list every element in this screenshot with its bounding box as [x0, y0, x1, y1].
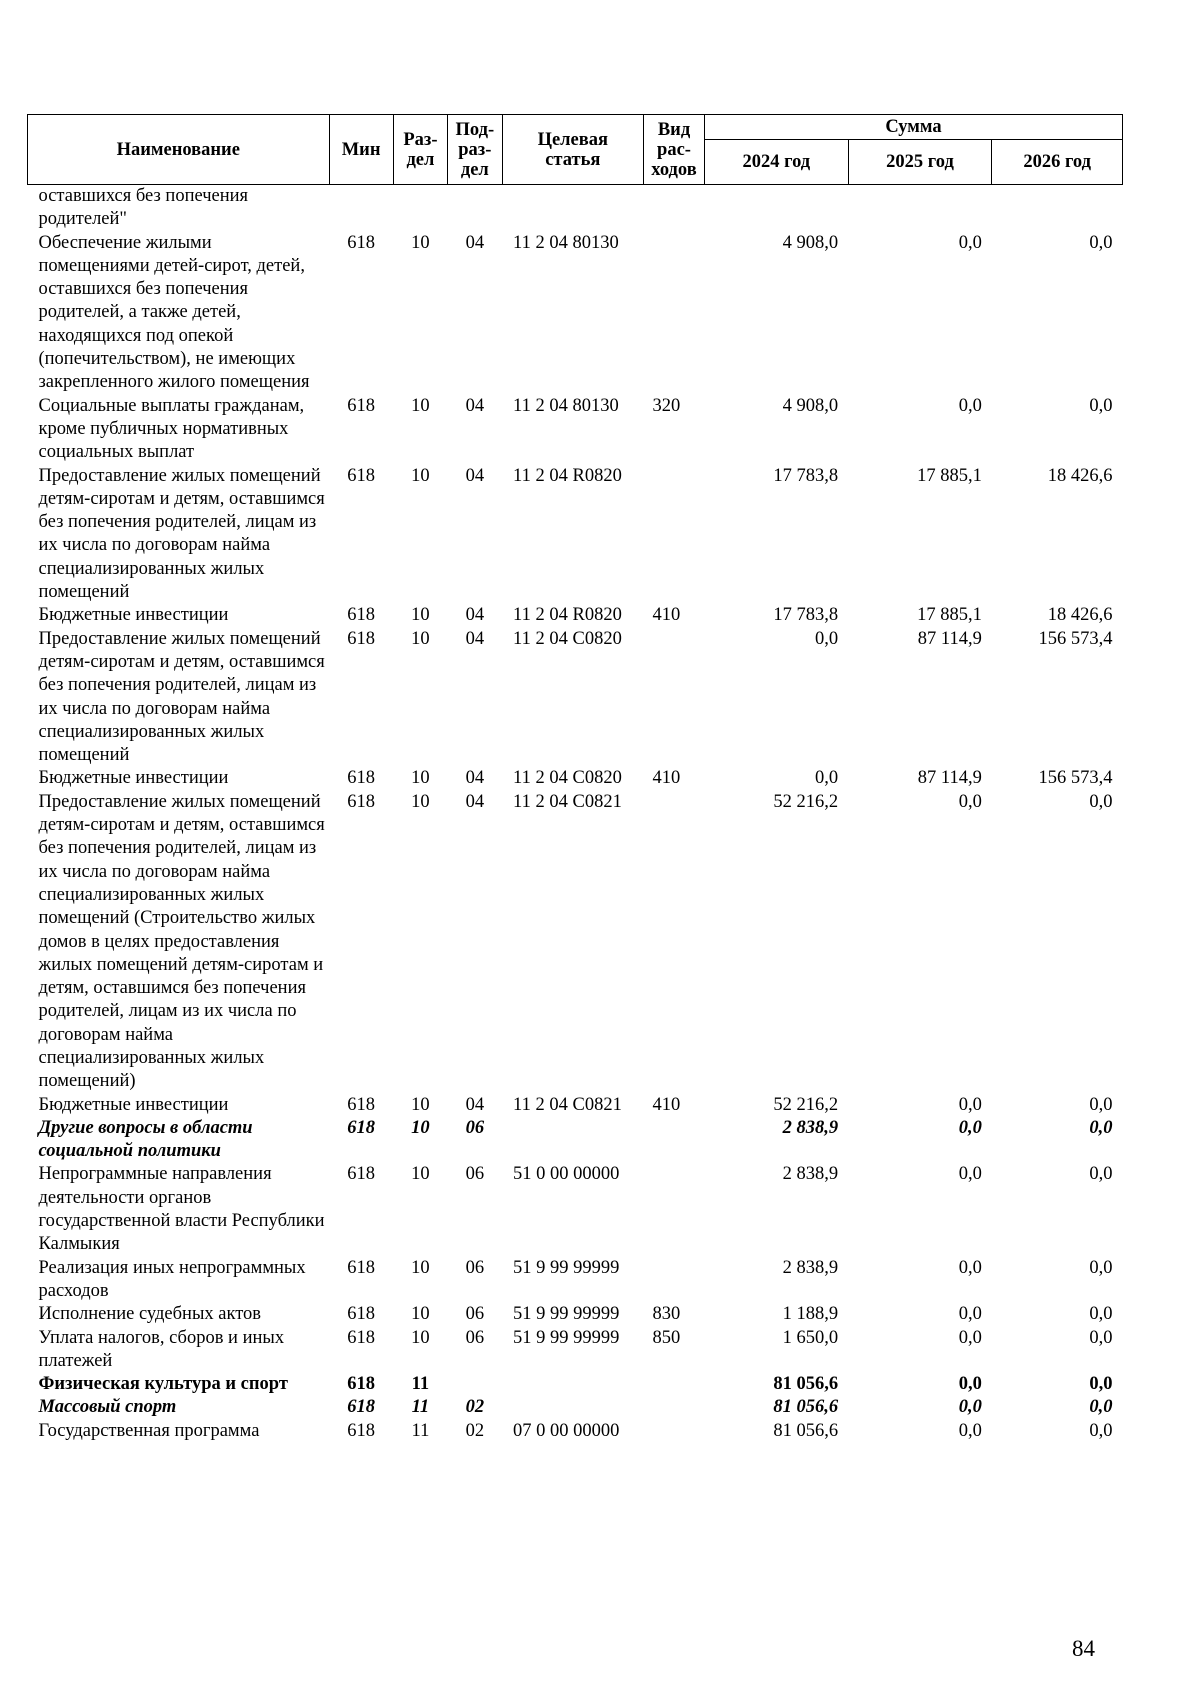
- row-razdel: 10: [411, 1304, 430, 1325]
- row-min: [329, 185, 393, 232]
- row-razdel: 10: [411, 605, 430, 626]
- table-row: [28, 395, 1123, 465]
- header-min: Мин: [329, 115, 393, 185]
- row-vid: 410: [652, 605, 681, 626]
- row-amount-2026: 0,0: [1089, 1164, 1113, 1185]
- table-body: [28, 185, 1123, 1444]
- row-amount-2026: 0,0: [1089, 1257, 1113, 1278]
- row-amount-2025: [848, 185, 992, 232]
- row-podrazdel: 04: [465, 395, 485, 416]
- row-amount-2024: 1 188,9: [782, 1304, 839, 1325]
- table-row: [28, 1373, 1123, 1396]
- row-podrazdel: 06: [465, 1164, 485, 1185]
- row-amount-2026: 18 426,6: [1047, 605, 1113, 626]
- row-amount-2026: 0,0: [1089, 232, 1113, 253]
- row-podrazdel: 04: [465, 605, 485, 626]
- table-row: [28, 185, 1123, 232]
- row-target: [502, 1117, 643, 1164]
- table-row: [28, 1327, 1123, 1374]
- row-amount-2026: 156 573,4: [1038, 768, 1113, 789]
- row-amount-2024: [704, 185, 848, 232]
- header-name: Наименование: [28, 115, 330, 185]
- row-vid: 410: [652, 768, 681, 789]
- row-target: 11 2 04 C0821: [513, 1094, 622, 1115]
- table-row: [28, 1094, 1123, 1117]
- row-podrazdel: 04: [465, 465, 485, 486]
- row-razdel: 11: [411, 1397, 430, 1418]
- budget-table-page: [27, 114, 1123, 1443]
- row-podrazdel: 04: [465, 791, 485, 812]
- row-amount-2026: 0,0: [1089, 395, 1113, 416]
- row-razdel: 10: [411, 628, 430, 649]
- row-podrazdel: 06: [465, 1327, 485, 1348]
- row-name: оставшихся без попечения родителей": [38, 186, 249, 230]
- row-amount-2024: 0,0: [815, 768, 839, 789]
- row-amount-2026: 0,0: [1089, 1117, 1113, 1138]
- row-name: Бюджетные инвестиции: [38, 605, 229, 626]
- row-vid: 320: [652, 395, 681, 416]
- row-razdel: [393, 185, 447, 232]
- row-razdel: 10: [411, 395, 430, 416]
- row-amount-2025: 87 114,9: [917, 628, 982, 649]
- table-row: [28, 1257, 1123, 1304]
- row-amount-2025: 0,0: [958, 1420, 982, 1441]
- row-target: 07 0 00 00000: [513, 1420, 620, 1441]
- row-name: Предоставление жилых помещений детям-сиротам и детям, оставшимся без попечения родителей, лицам из их числа по договорам найма специализированных жилых помещений: [38, 465, 325, 603]
- row-amount-2024: 1 650,0: [782, 1327, 839, 1348]
- row-vid: [644, 1373, 705, 1396]
- row-vid: [644, 791, 705, 1094]
- row-podrazdel: 04: [465, 628, 485, 649]
- row-target: 11 2 04 C0820: [513, 768, 622, 789]
- row-amount-2025: 87 114,9: [917, 768, 982, 789]
- row-vid: [644, 1117, 705, 1164]
- row-amount-2026: 156 573,4: [1038, 628, 1113, 649]
- table-row: [28, 1420, 1123, 1443]
- row-min: 618: [347, 395, 375, 416]
- row-name: Предоставление жилых помещений детям-сиротам и детям, оставшимся без попечения родителей, лицам из их числа по договорам найма специализированных жилых помещений (Строительство жилых домов в целях предоставления жилых помещений детям-сиротам и детям, оставшимся без попечения родителей, лицам из их числа по договорам найма специализированных жилых помещений): [38, 791, 325, 1092]
- row-target: 51 9 99 99999: [513, 1327, 620, 1348]
- row-amount-2025: 0,0: [958, 1257, 982, 1278]
- table-row: [28, 791, 1123, 1094]
- row-min: 618: [347, 1164, 375, 1185]
- row-min: 618: [347, 1327, 375, 1348]
- row-name: Реализация иных непрограммных расходов: [38, 1257, 306, 1301]
- row-target: 11 2 04 R0820: [513, 465, 622, 486]
- row-name: Государственная программа: [38, 1420, 260, 1441]
- row-amount-2024: 0,0: [815, 628, 839, 649]
- row-min: 618: [347, 1420, 375, 1441]
- row-vid: [644, 232, 705, 395]
- row-amount-2026: 0,0: [1089, 1094, 1113, 1115]
- header-podrazdel: Под- раз- дел: [448, 115, 502, 185]
- row-amount-2026: 0,0: [1089, 1304, 1113, 1325]
- row-amount-2024: 81 056,6: [773, 1420, 839, 1441]
- row-name: Уплата налогов, сборов и иных платежей: [38, 1327, 285, 1371]
- row-podrazdel: 02: [465, 1420, 485, 1441]
- row-razdel: 11: [411, 1374, 430, 1395]
- table-row: [28, 767, 1123, 790]
- table-row: [28, 1163, 1123, 1256]
- table-row: [28, 465, 1123, 605]
- row-amount-2026: [992, 185, 1123, 232]
- row-amount-2025: 0,0: [958, 1374, 982, 1395]
- row-amount-2024: 2 838,9: [782, 1117, 839, 1138]
- header-vid: Вид рас- ходов: [644, 115, 705, 185]
- row-min: 618: [347, 791, 375, 812]
- row-razdel: 10: [411, 232, 430, 253]
- header-year-2024: 2024 год: [704, 140, 848, 185]
- row-podrazdel: 04: [465, 232, 485, 253]
- row-amount-2025: 0,0: [958, 1397, 982, 1418]
- row-razdel: 10: [411, 1164, 430, 1185]
- row-target: 11 2 04 C0820: [513, 628, 622, 649]
- row-razdel: 10: [411, 791, 430, 812]
- row-amount-2024: 4 908,0: [782, 232, 839, 253]
- row-amount-2024: 17 783,8: [773, 465, 839, 486]
- row-amount-2025: 0,0: [958, 1304, 982, 1325]
- row-podrazdel: 06: [465, 1257, 485, 1278]
- row-vid: 830: [652, 1304, 681, 1325]
- row-amount-2026: 18 426,6: [1047, 465, 1113, 486]
- row-amount-2025: 17 885,1: [917, 605, 982, 626]
- row-target: [502, 185, 643, 232]
- row-amount-2024: 17 783,8: [773, 605, 839, 626]
- row-razdel: 10: [411, 1117, 430, 1138]
- row-min: 618: [347, 605, 375, 626]
- row-target: [502, 1373, 643, 1396]
- row-name: Физическая культура и спорт: [38, 1374, 288, 1395]
- table-header: [28, 115, 1123, 185]
- row-amount-2024: 4 908,0: [782, 395, 839, 416]
- row-name: Массовый спорт: [38, 1397, 177, 1418]
- row-vid: 850: [652, 1327, 681, 1348]
- row-vid: [644, 628, 705, 768]
- row-razdel: 10: [411, 465, 430, 486]
- row-amount-2025: 0,0: [958, 791, 982, 812]
- row-vid: [644, 1163, 705, 1256]
- row-vid: [644, 465, 705, 605]
- header-razdel: Раз- дел: [393, 115, 447, 185]
- header-sum: Сумма: [704, 115, 1122, 140]
- row-amount-2026: 0,0: [1089, 791, 1113, 812]
- row-amount-2025: 0,0: [958, 395, 982, 416]
- row-podrazdel: 02: [465, 1397, 485, 1418]
- header-year-2026: 2026 год: [992, 140, 1123, 185]
- row-amount-2025: 17 885,1: [917, 465, 982, 486]
- row-amount-2026: 0,0: [1089, 1420, 1113, 1441]
- row-amount-2025: 0,0: [958, 1117, 982, 1138]
- table-row: [28, 1396, 1123, 1419]
- row-min: 618: [347, 1397, 375, 1418]
- header-target: Целевая статья: [502, 115, 643, 185]
- row-podrazdel: 06: [465, 1117, 485, 1138]
- row-vid: [644, 1257, 705, 1304]
- row-amount-2024: 52 216,2: [773, 1094, 839, 1115]
- row-amount-2026: 0,0: [1089, 1327, 1113, 1348]
- table-row: [28, 232, 1123, 395]
- row-razdel: 10: [411, 1094, 430, 1115]
- row-amount-2025: 0,0: [958, 1094, 982, 1115]
- row-amount-2024: 81 056,6: [773, 1374, 839, 1395]
- row-amount-2025: 0,0: [958, 1164, 982, 1185]
- row-razdel: 10: [411, 768, 430, 789]
- row-amount-2026: 0,0: [1089, 1374, 1113, 1395]
- row-name: Бюджетные инвестиции: [38, 1094, 229, 1115]
- row-amount-2025: 0,0: [958, 1327, 982, 1348]
- row-podrazdel: 04: [465, 1094, 485, 1115]
- table-row: [28, 1303, 1123, 1326]
- row-min: 618: [347, 768, 375, 789]
- row-min: 618: [347, 1257, 375, 1278]
- row-name: Обеспечение жилыми помещениями детей-сирот, детей, оставшихся без попечения родителей, а также детей, находящихся под опекой (попечительством), не имеющих закрепленного жилого помещения: [38, 232, 310, 393]
- row-min: 618: [347, 465, 375, 486]
- header-year-2025: 2025 год: [848, 140, 992, 185]
- row-target: [502, 1396, 643, 1419]
- row-podrazdel: [448, 185, 502, 232]
- row-name: Другие вопросы в области социальной политики: [38, 1117, 253, 1162]
- row-min: 618: [347, 1117, 375, 1138]
- row-name: Социальные выплаты гражданам, кроме публичных нормативных социальных выплат: [38, 395, 305, 463]
- row-target: 11 2 04 R0820: [513, 605, 622, 626]
- table-row: [28, 604, 1123, 627]
- row-target: 11 2 04 C0821: [513, 791, 622, 812]
- row-name: Предоставление жилых помещений детям-сиротам и детям, оставшимся без попечения родителей, лицам из их числа по договорам найма специализированных жилых помещений: [38, 628, 325, 766]
- row-razdel: 10: [411, 1257, 430, 1278]
- row-vid: 410: [652, 1094, 681, 1115]
- row-amount-2024: 2 838,9: [782, 1164, 839, 1185]
- row-amount-2024: 52 216,2: [773, 791, 839, 812]
- row-podrazdel: [448, 1373, 502, 1396]
- row-razdel: 11: [411, 1420, 430, 1441]
- page-number: 84: [1072, 1636, 1095, 1661]
- row-vid: [644, 185, 705, 232]
- row-min: 618: [347, 1304, 375, 1325]
- row-podrazdel: 06: [465, 1304, 485, 1325]
- row-target: 51 9 99 99999: [513, 1304, 620, 1325]
- table-row: [28, 1117, 1123, 1164]
- row-amount-2024: 2 838,9: [782, 1257, 839, 1278]
- row-razdel: 10: [411, 1327, 430, 1348]
- row-name: Непрограммные направления деятельности органов государственной власти Республики Калмыкия: [38, 1164, 325, 1255]
- table-row: [28, 628, 1123, 768]
- row-amount-2024: 81 056,6: [773, 1397, 839, 1418]
- row-vid: [644, 1396, 705, 1419]
- row-podrazdel: 04: [465, 768, 485, 789]
- budget-table: [27, 114, 1123, 1443]
- row-target: 11 2 04 80130: [513, 395, 619, 416]
- row-target: 51 0 00 00000: [513, 1164, 620, 1185]
- row-min: 618: [347, 1094, 375, 1115]
- row-target: 51 9 99 99999: [513, 1257, 620, 1278]
- row-min: 618: [347, 232, 375, 253]
- row-name: Бюджетные инвестиции: [38, 768, 229, 789]
- row-min: 618: [347, 628, 375, 649]
- row-amount-2026: 0,0: [1089, 1397, 1113, 1418]
- row-amount-2025: 0,0: [958, 232, 982, 253]
- row-target: 11 2 04 80130: [513, 232, 619, 253]
- row-vid: [644, 1420, 705, 1443]
- row-name: Исполнение судебных актов: [38, 1304, 262, 1325]
- row-min: 618: [347, 1374, 375, 1395]
